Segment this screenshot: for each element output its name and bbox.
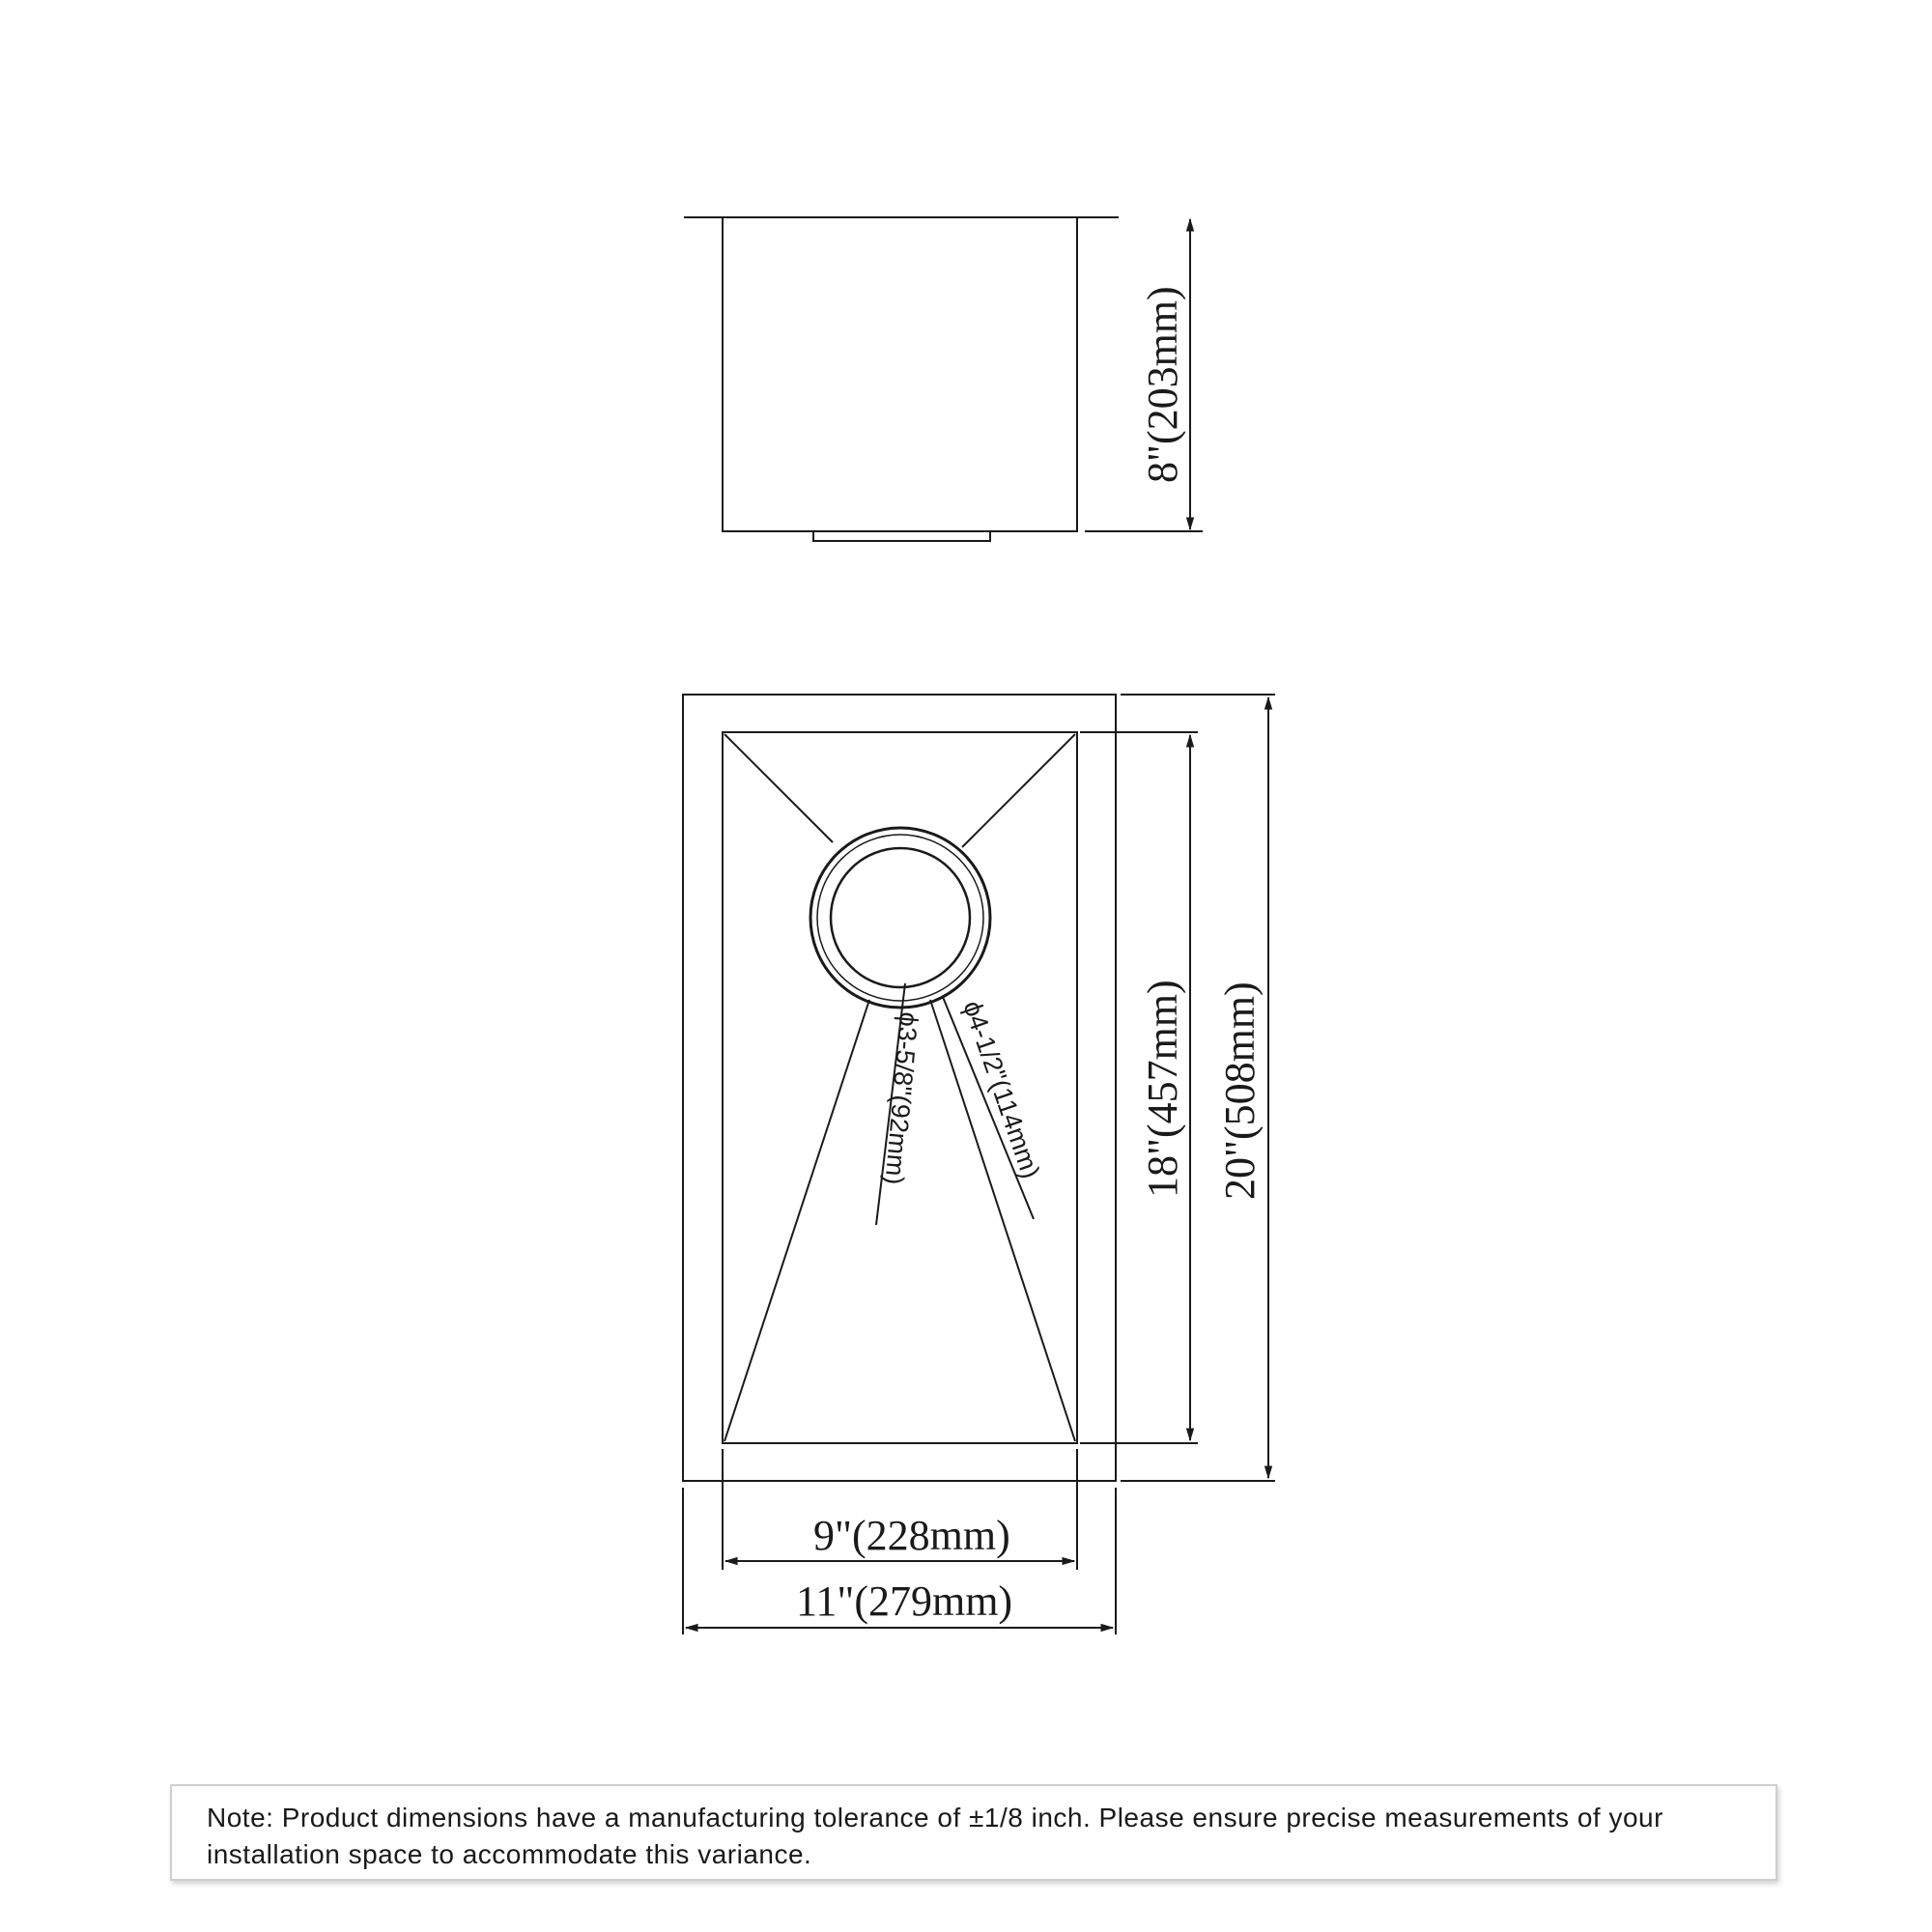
height-label: 8"(203mm) bbox=[1139, 286, 1186, 483]
tolerance-note-text: Note: Product dimensions have a manufacturing tolerance of ±1/8 inch. Please ensure precise measurements of your installation space to accommodate this variance. bbox=[207, 1803, 1663, 1869]
slope-line-top-left bbox=[724, 734, 833, 842]
top-view bbox=[683, 695, 1275, 1634]
drain-outer-circle bbox=[810, 828, 990, 1008]
inner-width-label: 9"(228mm) bbox=[813, 1512, 1010, 1559]
side-view bbox=[684, 217, 1203, 541]
side-view-drain-collar bbox=[813, 531, 990, 541]
side-view-bowl bbox=[723, 217, 1077, 531]
drain-flange-circle bbox=[817, 835, 983, 1001]
outer-length-label: 20"(508mm) bbox=[1216, 981, 1264, 1200]
slope-line-bottom-left bbox=[724, 1000, 869, 1441]
tolerance-note bbox=[170, 1784, 1777, 1881]
drain-inner-diameter-label: ϕ3-5/8"(92mm) bbox=[879, 1010, 923, 1186]
slope-line-top-right bbox=[962, 734, 1075, 847]
drain-inner-circle bbox=[831, 848, 970, 987]
drain-outer-diameter-label: ϕ4-1/2"(114mm) bbox=[957, 997, 1046, 1182]
outer-width-label: 11"(279mm) bbox=[796, 1577, 1013, 1625]
inner-length-label: 18"(457mm) bbox=[1139, 980, 1186, 1198]
